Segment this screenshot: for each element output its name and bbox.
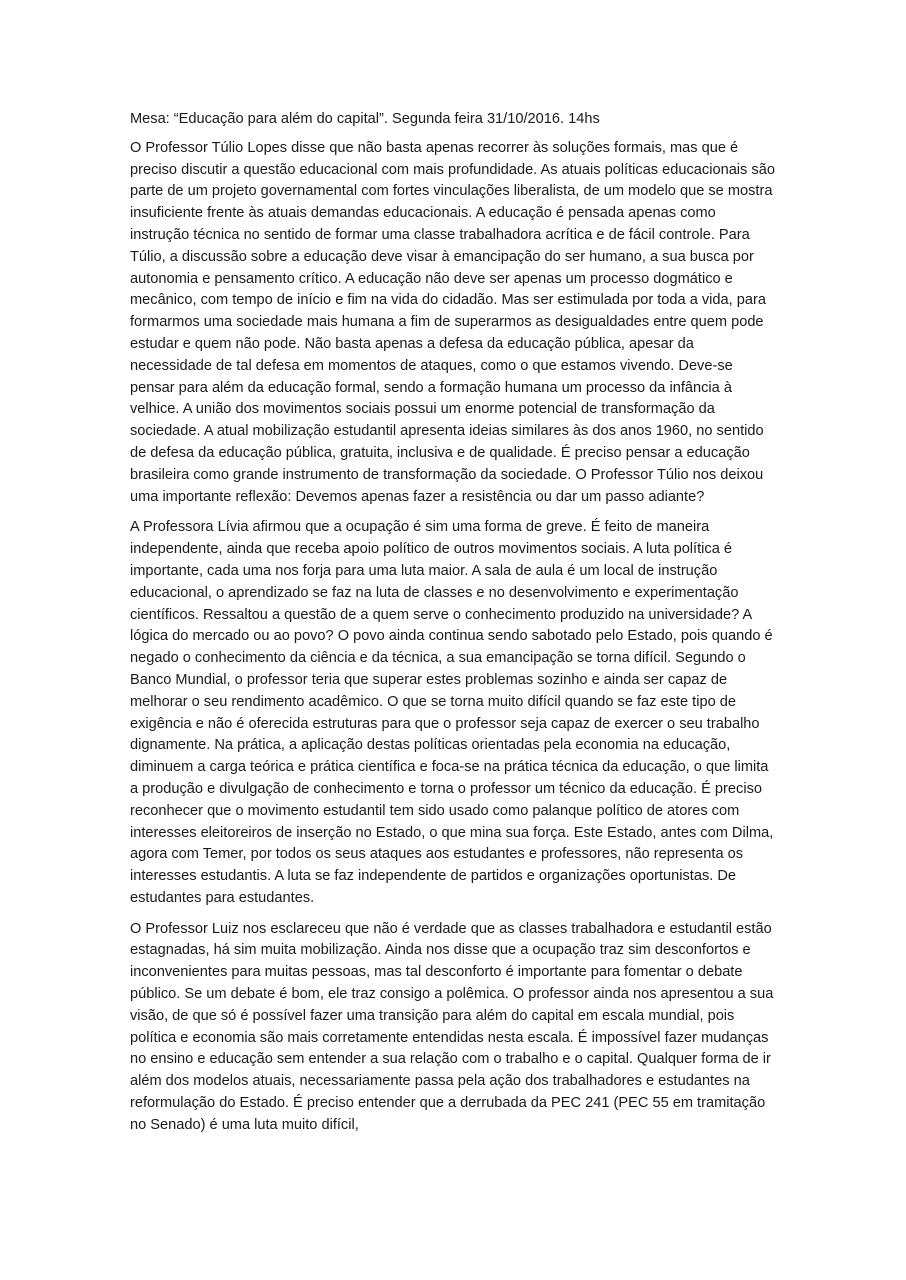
session-heading: Mesa: “Educação para além do capital”. Segunda feira 31/10/2016. 14hs — [130, 111, 600, 127]
paragraph-tulio: O Professor Túlio Lopes disse que não basta apenas recorrer às soluções formais, mas que é preciso discutir a questão educacional com mais profundidade. As atuais políticas educacionais são parte de um projeto governamental com fortes vinculações liberalista, de um modelo que se mostra insuficiente frente às atuais demandas educacionais. A educação é pensada apenas como instrução técnica no sentido de formar uma classe trabalhadora acrítica e de fácil controle. Para Túlio, a discussão sobre a educação deve visar à emancipação do ser humano, a sua busca por autonomia e pensamento crítico. A educação não deve ser apenas um processo dogmático e mecânico, com tempo de início e fim na vida do cidadão. Mas ser estimulada por toda a vida, para formarmos uma sociedade mais humana a fim de superarmos as desigualdades entre quem pode estudar e quem não pode. Não basta apenas a defesa da educação pública, apesar da necessidade de tal defesa em momentos de ataques, como o que estamos vivendo. Deve-se pensar para além da educação formal, sendo a formação humana um processo da infância à velhice. A união dos movimentos sociais possui um enorme potencial de transformação da sociedade. A atual mobilização estudantil apresenta ideias similares às dos anos 1960, no sentido de defesa da educação pública, gratuita, inclusiva e de qualidade. É preciso pensar a educação brasileira como grande instrumento de transformação da sociedade. O Professor Túlio nos deixou uma importante reflexão: Devemos apenas fazer a resistência ou dar um passo adiante? — [130, 139, 775, 505]
paragraph-luiz: O Professor Luiz nos esclareceu que não é verdade que as classes trabalhadora e estudantil estão estagnadas, há sim muita mobilização. Ainda nos disse que a ocupação traz sim desconfortos e inconvenientes para muitas pessoas, mas tal desconforto é importante para fomentar o debate público. Se um debate é bom, ele traz consigo a polêmica. O professor ainda nos apresentou a sua visão, de que só é possível fazer uma transição para além do capital em escala mundial, pois política e economia são mais corretamente entendidas nesta escala. É impossível fazer mudanças no ensino e educação sem entender a sua relação com o trabalho e o capital. Qualquer forma de ir além dos modelos atuais, necessariamente passa pela ação dos trabalhadores e estudantes na reformulação do Estado. É preciso entender que a derrubada da PEC 241 (PEC 55 em tramitação no Senado) é uma luta muito difícil, — [130, 920, 774, 1133]
paragraph-livia: A Professora Lívia afirmou que a ocupação é sim uma forma de greve. É feito de maneira independente, ainda que receba apoio político de outros movimentos sociais. A luta política é importante, cada uma nos forja para uma luta maior. A sala de aula é um local de instrução educacional, o aprendizado se faz na luta de classes e no desenvolvimento e experimentação científicos. Ressaltou a questão de a quem serve o conhecimento produzido na universidade? A lógica do mercado ou ao povo? O povo ainda continua sendo sabotado pelo Estado, pois quando é negado o conhecimento da ciência e da técnica, a sua emancipação se torna difícil. Segundo o Banco Mundial, o professor teria que superar estes problemas sozinho e ainda ser capaz de melhorar o seu rendimento acadêmico. O que se torna muito difícil quando se faz este tipo de exigência e não é oferecida estruturas para que o professor seja capaz de exercer o seu trabalho dignamente. Na prática, a aplicação destas políticas orientadas pela economia na educação, diminuem a carga teórica e prática científica e foca-se na prática técnica da educação, o que limita a produção e divulgação de conhecimento e torna o professor um técnico da educação. É preciso reconhecer que o movimento estudantil tem sido usado como palanque político de atores com interesses eleitoreiros de inserção no Estado, o que mina sua força. Este Estado, antes com Dilma, agora com Temer, por todos os seus ataques aos estudantes e professores, não representa os interesses estudantis. A luta se faz independente de partidos e organizações oportunistas. De estudantes para estudantes. — [130, 519, 774, 906]
document-page — [130, 109, 776, 1146]
